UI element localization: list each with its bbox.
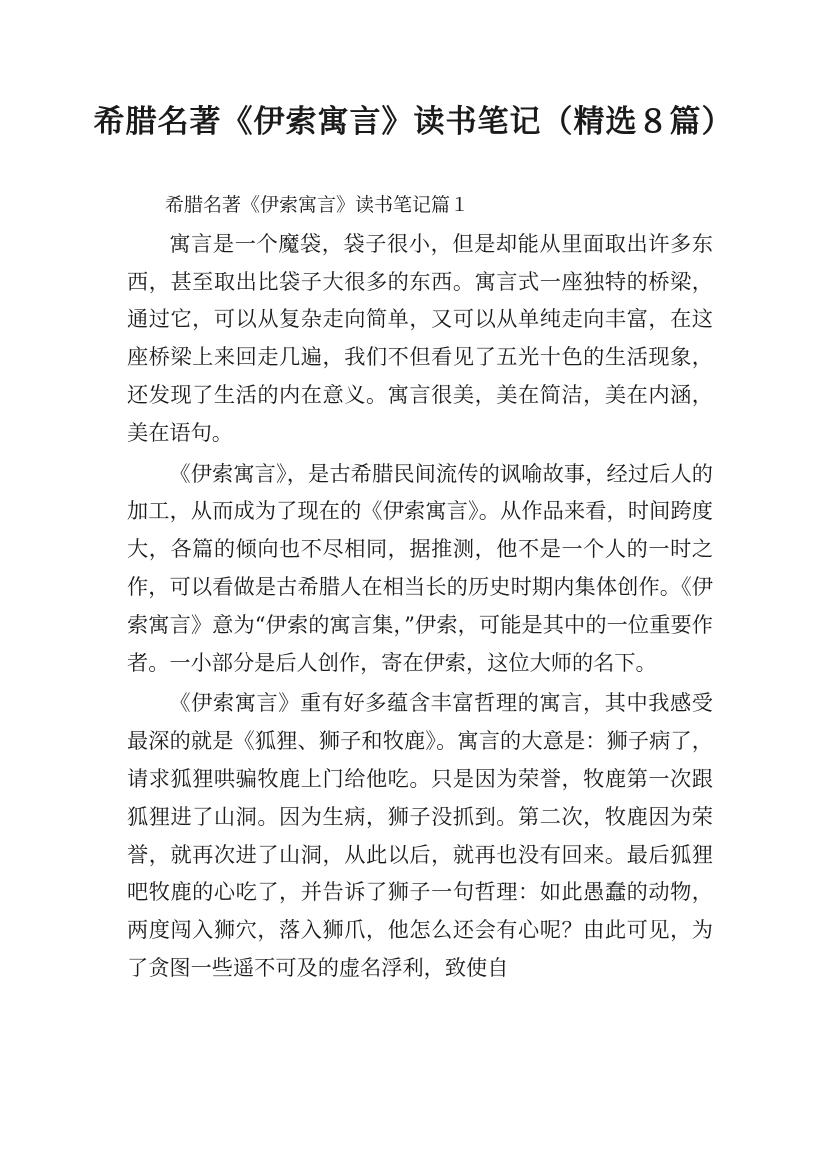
section-heading: 希腊名著《伊索寓言》读书笔记篇１ — [165, 194, 470, 216]
paragraph: 寓言是一个魔袋，袋子很小，但是却能从里面取出许多东西，甚至取出比袋子大很多的东西。寓言式一座独特的桥梁，通过它，可以从复杂走向简单，又可以从单纯走向丰富，在这座桥梁上来回走几遍，我们不但看见了五光十色的生活现象，还发现了生活的内在意义。寓言很美，美在简洁，美在内涵，美在语句。 — [127, 230, 713, 445]
document-body — [127, 187, 713, 987]
paragraph: 《伊索寓言》，是古希腊民间流传的讽喻故事，经过后人的加工，从而成为了现在的《伊索寓言》。从作品来看，时间跨度大，各篇的倾向也不尽相同，据推测，他不是一个人的一时之作，可以看做是古希腊人在相当长的历史时期内集体创作。《伊索寓言》意为“伊索的寓言集，”伊索，可能是其中的一位重要作者。一小部分是后人创作，寄在伊索，这位大师的名下。 — [127, 460, 713, 675]
paragraph: 《伊索寓言》重有好多蕴含丰富哲理的寓言，其中我感受最深的就是《狐狸、狮子和牧鹿》。寓言的大意是：狮子病了，请求狐狸哄骗牧鹿上门给他吃。只是因为荣誉，牧鹿第一次跟狐狸进了山洞。因为生病，狮子没抓到。第二次，牧鹿因为荣誉，就再次进了山洞，从此以后，就再也没有回来。最后狐狸吧牧鹿的心吃了，并告诉了狮子一句哲理：如此愚蠢的动物，两度闯入狮穴，落入狮爪，他怎么还会有心呢？由此可见，为了贪图一些遥不可及的虚名浮利，致使自 — [127, 690, 713, 980]
document-title: 希腊名著《伊索寓言》读书笔记（精选８篇） — [93, 104, 734, 140]
